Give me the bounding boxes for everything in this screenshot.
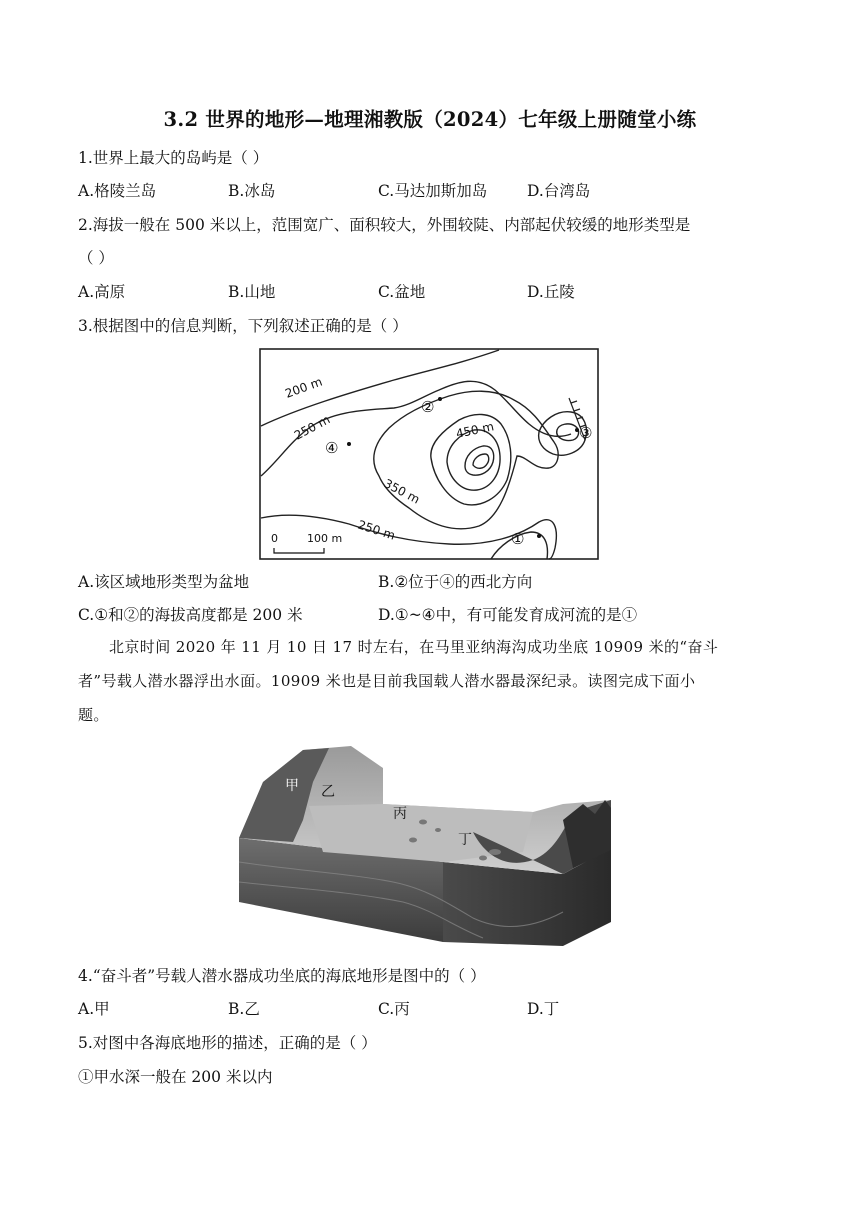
q5-item-1: ①甲水深一般在 200 米以内 bbox=[78, 1068, 273, 1086]
contour-label-200: 200 m bbox=[283, 374, 325, 401]
q1-option-b: B.冰岛 bbox=[228, 182, 276, 200]
scale-distance: 100 m bbox=[307, 532, 343, 545]
reading-passage bbox=[78, 630, 778, 732]
seafloor-diagram-figure bbox=[233, 742, 617, 946]
question-2-stem-continued: （ ） bbox=[78, 249, 114, 267]
question-2-stem: 2.海拔一般在 500 米以上，范围宽广、面积较大，外围较陡、内部起伏较缓的地形类型是 bbox=[78, 216, 691, 234]
q2-option-b: B.山地 bbox=[228, 283, 276, 301]
passage-line-1: 北京时间 2020 年 11 月 10 日 17 时左右，在马里亚纳海沟成功坐底 10909 米的“奋斗 bbox=[109, 638, 719, 656]
q4-option-d: D.丁 bbox=[527, 1000, 560, 1018]
label-jia: 甲 bbox=[285, 778, 299, 794]
question-3-stem: 3.根据图中的信息判断，下列叙述正确的是（ ） bbox=[78, 317, 408, 335]
q4-option-c: C.丙 bbox=[378, 1000, 410, 1018]
q3-option-c: C.①和②的海拔高度都是 200 米 bbox=[78, 606, 303, 624]
q1-option-a: A.格陵兰岛 bbox=[78, 182, 157, 200]
point-3-label: ③ bbox=[579, 424, 593, 442]
contour-label-350: 350 m bbox=[381, 476, 423, 507]
contour-label-450: 450 m bbox=[454, 419, 496, 441]
q1-option-d: D.台湾岛 bbox=[527, 182, 591, 200]
q3-option-b: B.②位于④的西北方向 bbox=[378, 573, 533, 591]
q2-option-a: A.高原 bbox=[78, 283, 126, 301]
contour-label-250-upper: 250 m bbox=[291, 412, 333, 443]
point-4-label: ④ bbox=[325, 439, 339, 457]
q4-option-a: A.甲 bbox=[78, 1000, 110, 1018]
contour-label-250-lower: 250 m bbox=[356, 517, 397, 543]
q1-option-c: C.马达加斯加岛 bbox=[378, 182, 488, 200]
question-4-stem: 4.“奋斗者”号载人潜水器成功坐底的海底地形是图中的（ ） bbox=[78, 967, 486, 985]
scale-zero: 0 bbox=[271, 532, 278, 545]
passage-line-3: 题。 bbox=[78, 706, 109, 724]
point-4-dot bbox=[347, 442, 351, 446]
point-2-dot bbox=[438, 397, 442, 401]
contour-map-figure bbox=[259, 348, 599, 560]
q4-option-b: B.乙 bbox=[228, 1000, 260, 1018]
question-5-stem: 5.对图中各海底地形的描述，正确的是（ ） bbox=[78, 1034, 377, 1052]
point-3-dot bbox=[575, 428, 579, 432]
passage-line-2: 者”号载人潜水器浮出水面。10909 米也是目前我国载人潜水器最深纪录。读图完成下面小 bbox=[78, 672, 696, 690]
q3-option-a: A.该区域地形类型为盆地 bbox=[78, 573, 250, 591]
point-1-dot bbox=[537, 534, 541, 538]
q2-option-d: D.丘陵 bbox=[527, 283, 575, 301]
q2-option-c: C.盆地 bbox=[378, 283, 426, 301]
page-title: 3.2 世界的地形—地理湘教版（2024）七年级上册随堂小练 bbox=[163, 108, 697, 131]
question-1-stem: 1.世界上最大的岛屿是（ ） bbox=[78, 149, 269, 167]
point-1-label: ① bbox=[511, 530, 525, 548]
point-2-label: ② bbox=[421, 398, 435, 416]
label-bing: 丙 bbox=[393, 806, 407, 822]
label-ding: 丁 bbox=[458, 832, 472, 848]
label-yi: 乙 bbox=[321, 784, 335, 800]
q3-option-d: D.①~④中，有可能发育成河流的是① bbox=[378, 606, 638, 624]
